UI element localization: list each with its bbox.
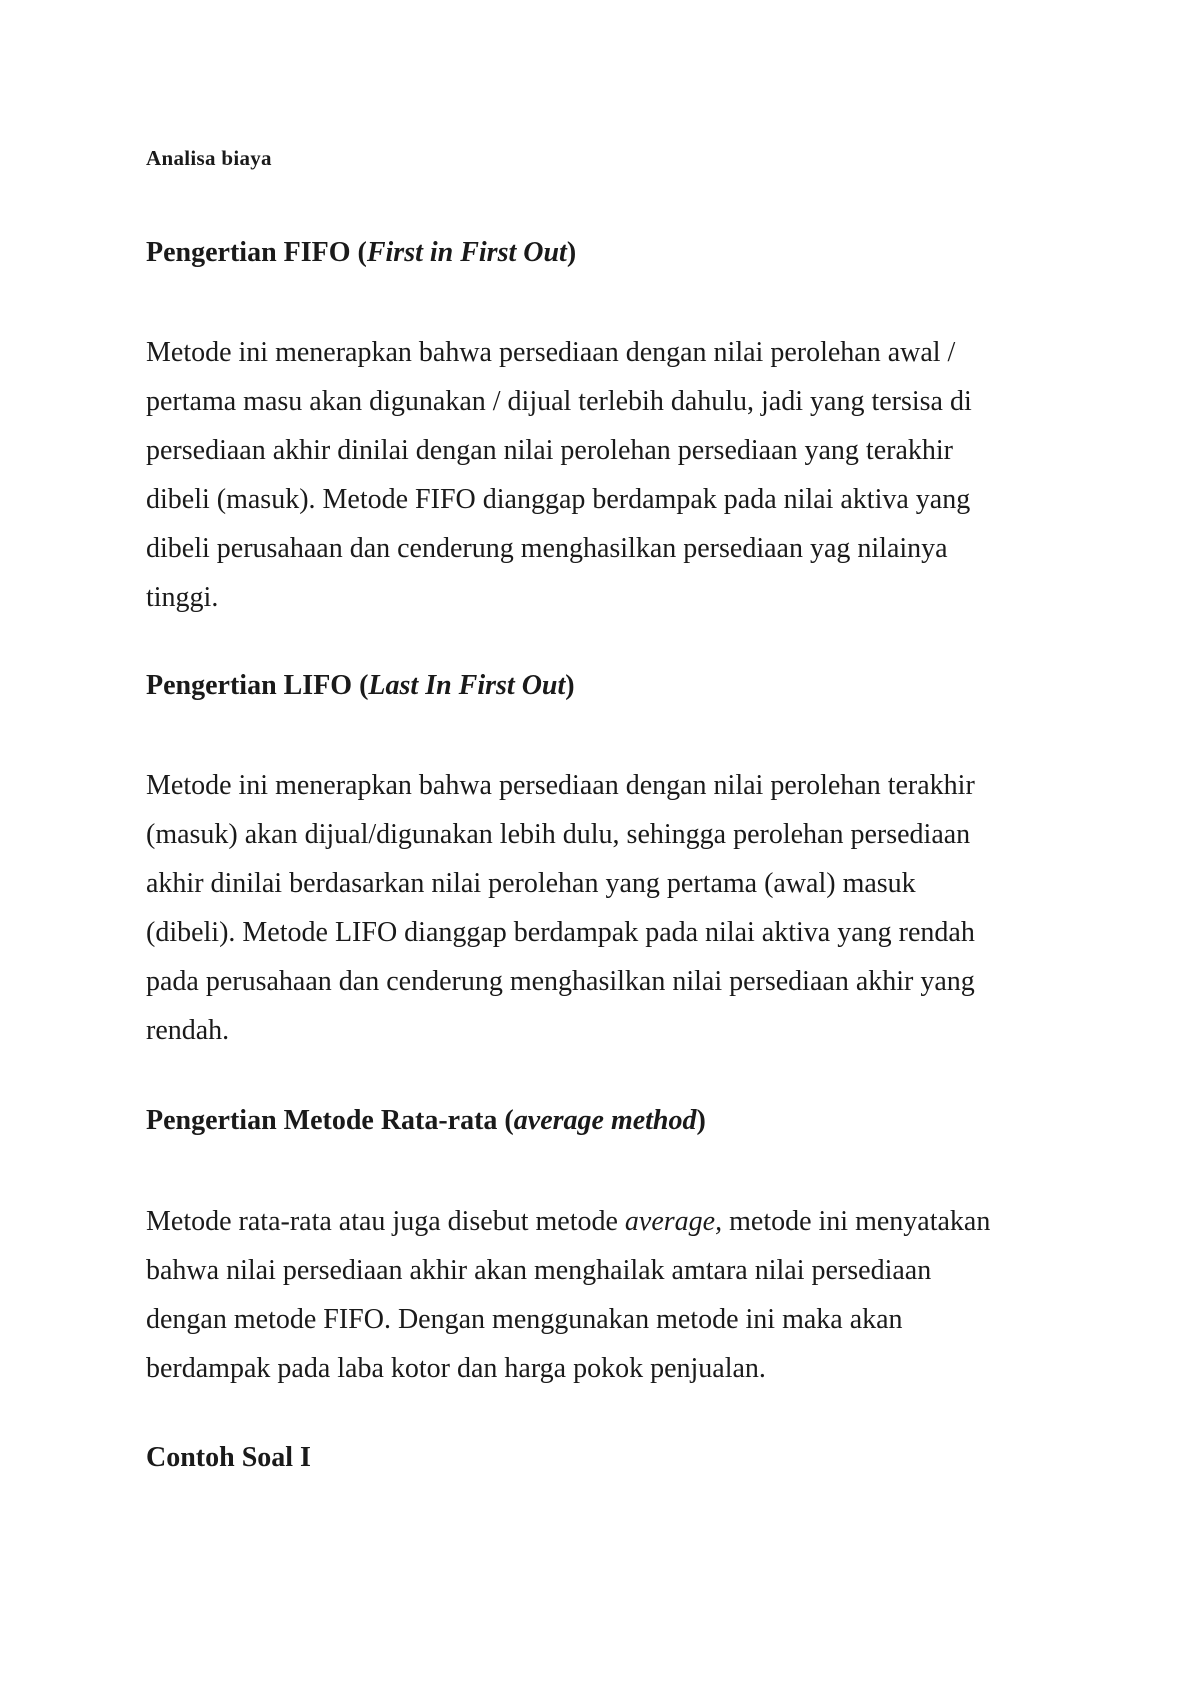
paragraph-line: berdampak pada laba kotor dan harga pokok penjualan. xyxy=(146,1353,766,1384)
heading-lifo-term: Last In First Out xyxy=(368,670,566,701)
line-term: average, xyxy=(624,1206,723,1237)
paragraph-line: rendah. xyxy=(146,1015,230,1046)
line-suffix: metode ini menyatakan xyxy=(722,1206,991,1237)
heading-lifo-prefix: Pengertian LIFO ( xyxy=(146,670,369,701)
paragraph-line: Metode ini menerapkan bahwa persediaan dengan nilai perolehan awal / xyxy=(146,337,956,368)
paragraph-fifo xyxy=(146,328,1066,622)
heading-fifo-suffix: ) xyxy=(566,237,577,268)
paragraph-line: pada perusahaan dan cenderung menghasilkan nilai persediaan akhir yang xyxy=(146,966,975,997)
paragraph-line: bahwa nilai persediaan akhir akan menghailak amtara nilai persediaan xyxy=(146,1255,932,1286)
paragraph-average-method xyxy=(146,1197,1066,1393)
paragraph-line: (dibeli). Metode LIFO dianggap berdampak pada nilai aktiva yang rendah xyxy=(146,917,975,948)
paragraph-line xyxy=(146,1197,1066,1246)
paragraph-line: dibeli perusahaan dan cenderung menghasilkan persediaan yag nilainya xyxy=(146,533,948,564)
paragraph-line: persediaan akhir dinilai dengan nilai perolehan persediaan yang terakhir xyxy=(146,435,953,466)
heading-lifo-suffix: ) xyxy=(565,670,575,701)
paragraph-lifo xyxy=(146,761,1066,1055)
paragraph-line: akhir dinilai berdasarkan nilai perolehan yang pertama (awal) masuk xyxy=(146,868,916,899)
paragraph-line: Metode ini menerapkan bahwa persediaan dengan nilai perolehan terakhir xyxy=(146,770,975,801)
paragraph-line: pertama masu akan digunakan / dijual terlebih dahulu, jadi yang tersisa di xyxy=(146,386,972,417)
paragraph-line: (masuk) akan dijual/digunakan lebih dulu, sehingga perolehan persediaan xyxy=(146,819,971,850)
paragraph-line: dengan metode FIFO. Dengan menggunakan metode ini maka akan xyxy=(146,1304,903,1335)
heading-lifo xyxy=(146,670,575,702)
heading-fifo-term: First in First Out xyxy=(366,237,567,268)
heading-average-term: average method xyxy=(513,1105,697,1136)
document-title: Analisa biaya xyxy=(146,146,272,170)
heading-average-method xyxy=(146,1105,706,1137)
heading-average-suffix: ) xyxy=(696,1105,706,1136)
heading-contoh-soal: Contoh Soal I xyxy=(146,1442,311,1473)
heading-fifo-prefix: Pengertian FIFO ( xyxy=(146,237,367,268)
paragraph-line: dibeli (masuk). Metode FIFO dianggap berdampak pada nilai aktiva yang xyxy=(146,484,971,515)
heading-average-prefix: Pengertian Metode Rata-rata ( xyxy=(146,1105,514,1136)
line-prefix: Metode rata-rata atau juga disebut metode xyxy=(146,1206,625,1237)
paragraph-line: tinggi. xyxy=(146,582,219,613)
heading-fifo xyxy=(146,237,576,269)
